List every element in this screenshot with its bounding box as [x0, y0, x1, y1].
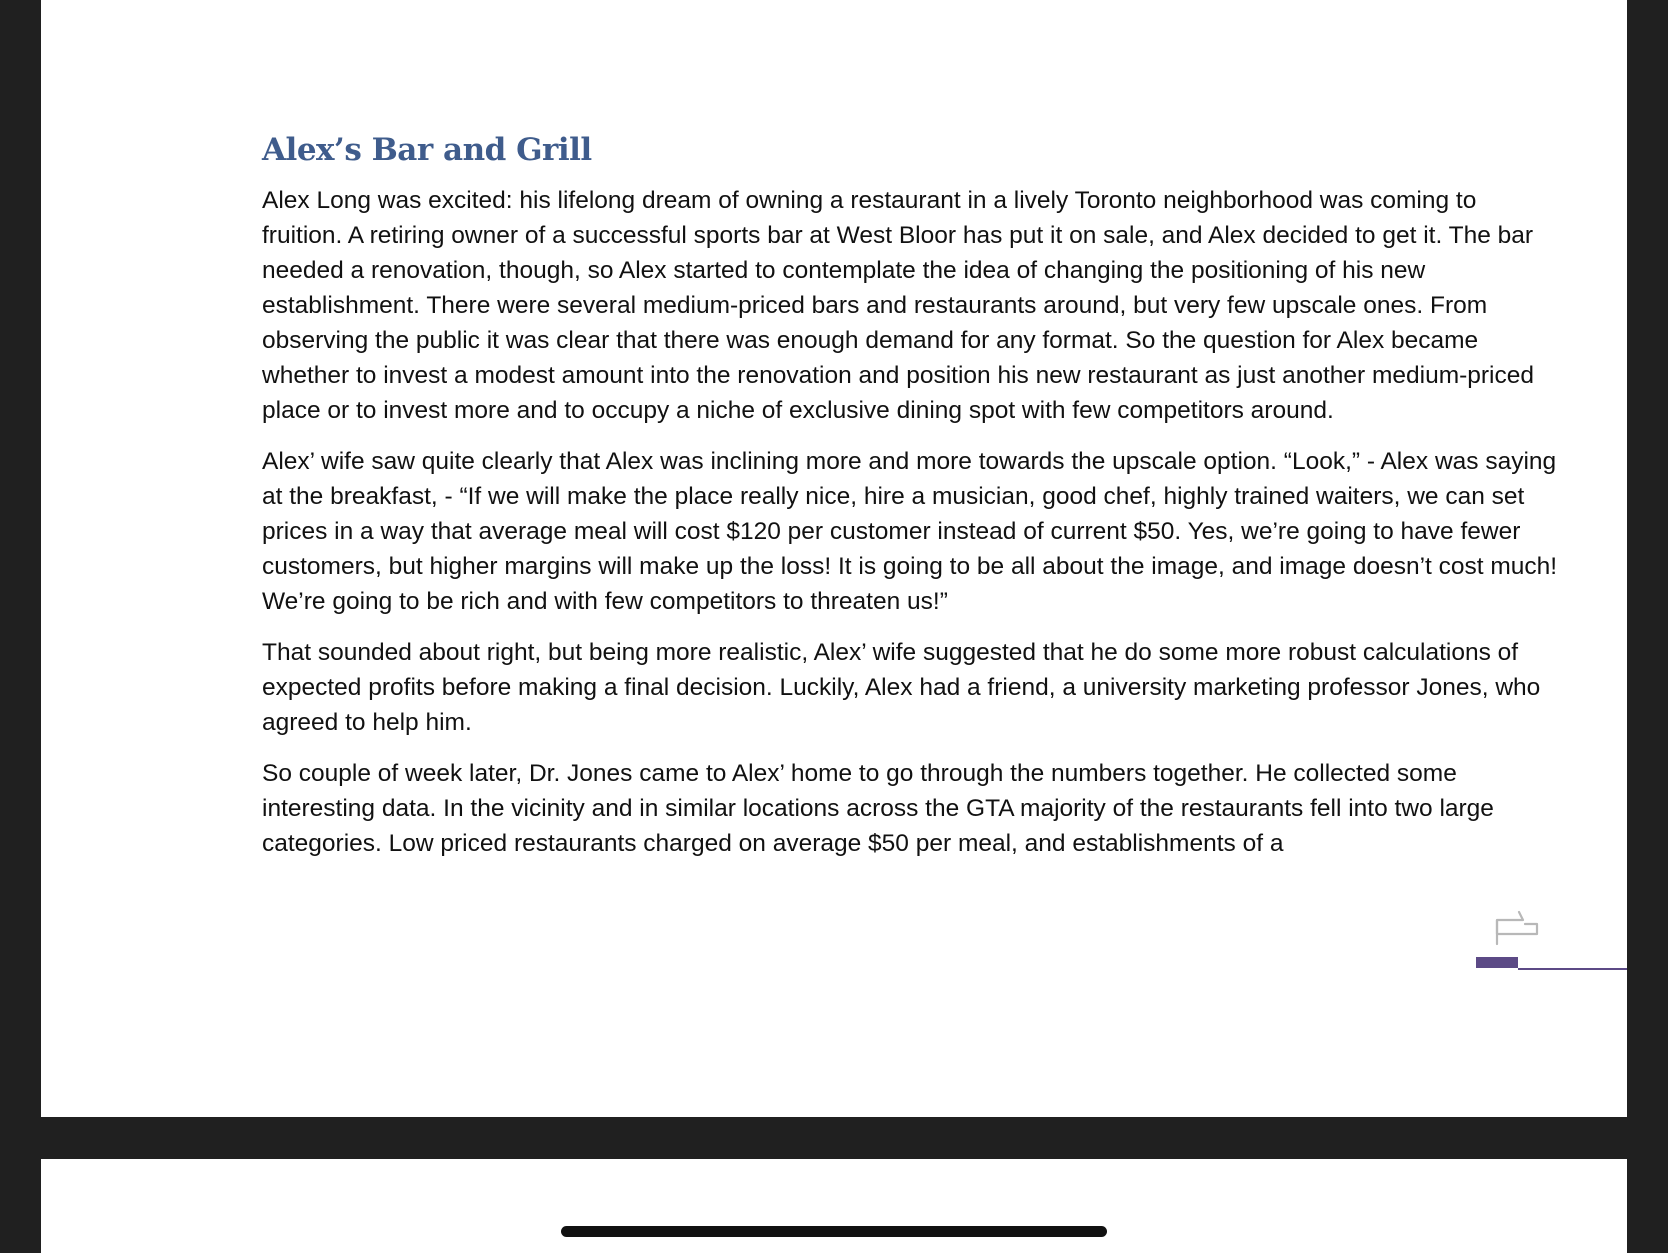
next-document-page[interactable]	[41, 1159, 1627, 1253]
document-title: Alex’s Bar and Grill	[262, 132, 592, 168]
paragraph-1: Alex Long was excited: his lifelong dream of owning a restaurant in a lively Toronto neighborhood was coming to fruition. A retiring owner of a successful sports bar at West Bloor has put it on sale, and Alex decided to get it. The bar needed a renovation, though, so Alex started to contemplate the idea of changing the positioning of his new establishment. There were several medium-priced bars and restaurants around, but very few upscale ones. From observing the public it was clear that there was enough demand for any format. So the question for Alex became whether to invest a modest amount into the renovation and position his new restaurant as just another medium-priced place or to invest more and to occupy a niche of exclusive dining spot with few competitors around.	[262, 187, 1534, 425]
bookmark-flag-icon[interactable]	[1493, 908, 1543, 948]
paragraph-4: So couple of week later, Dr. Jones came to Alex’ home to go through the numbers together. He collected some interesting data. In the vicinity and in similar locations across the GTA majority of the restaurants fell into two large categories. Low priced restaurants charged on average $50 per meal, and establishments of a	[262, 760, 1494, 858]
page-break-marker	[1476, 957, 1627, 969]
paragraph-3: That sounded about right, but being more realistic, Alex’ wife suggested that he do some more robust calculations of expected profits before making a final decision. Luckily, Alex had a friend, a university marketing professor Jones, who agreed to help him.	[262, 639, 1541, 737]
home-indicator[interactable]	[561, 1226, 1107, 1237]
page-marker-bar	[1476, 957, 1518, 968]
paragraph-2: Alex’ wife saw quite clearly that Alex was inclining more and more towards the upscale option. “Look,” - Alex was saying at the breakfast, - “If we will make the place really nice, hire a musician, good chef, highly trained waiters, we can set prices in a way that average meal will cost $120 per customer instead of current $50. Yes, we’re going to have fewer customers, but higher margins will make up the loss! It is going to be all about the image, and image doesn’t cost much! We’re going to be rich and with few competitors to threaten us!”	[262, 448, 1558, 616]
page-content	[262, 132, 1562, 877]
document-page[interactable]	[41, 0, 1627, 1117]
page-marker-line	[1518, 968, 1627, 970]
